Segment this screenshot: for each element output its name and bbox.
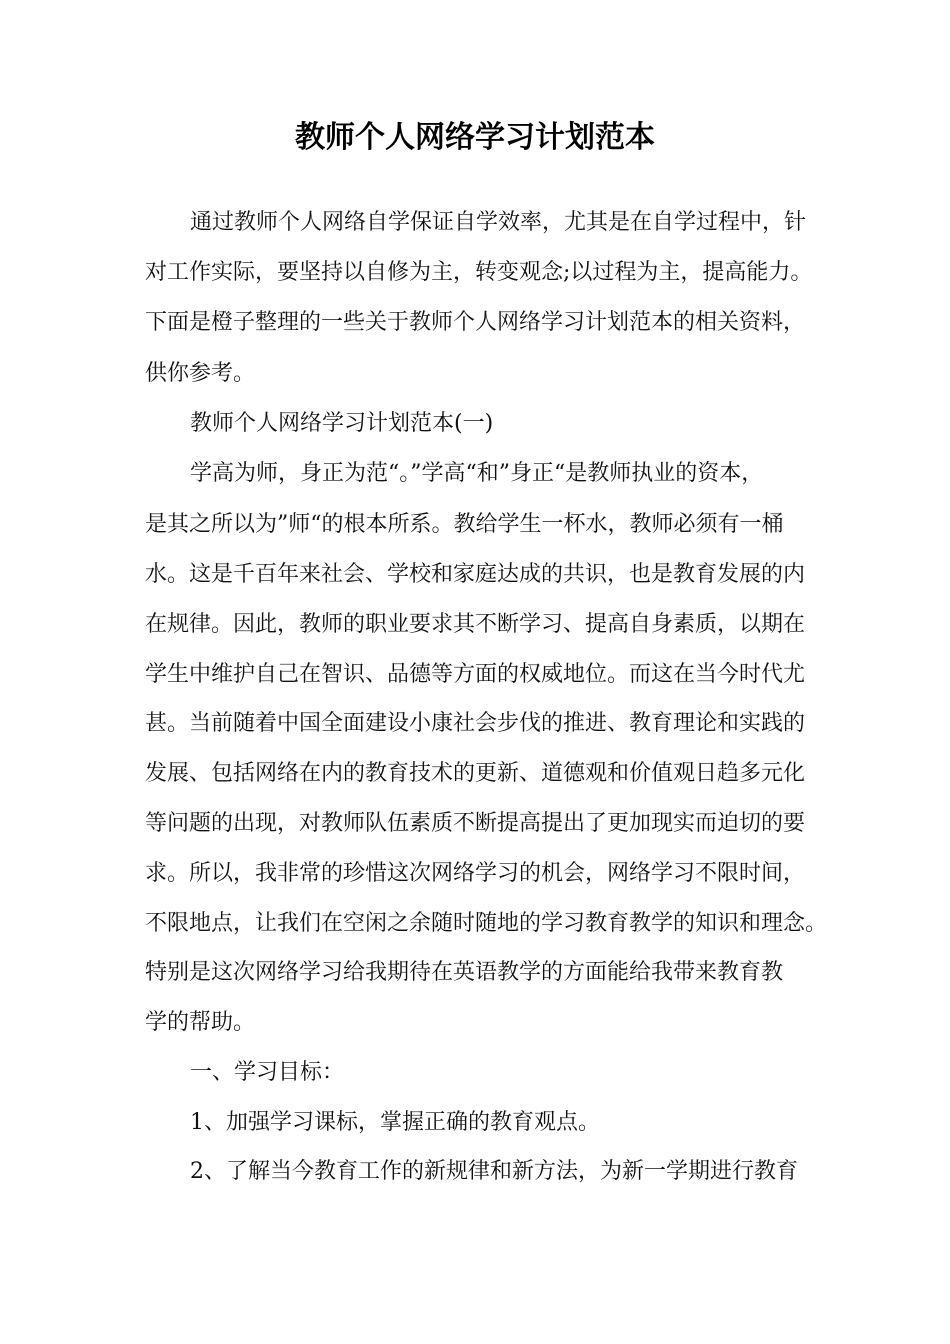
paragraph-line: 是其之所以为”师“的根本所系。教给学生一杯水，教师必须有一桶 [145,512,784,537]
paragraph-line: 求。所以，我非常的珍惜这次网络学习的机会，网络学习不限时间， [145,861,806,886]
paragraph-line: 对工作实际，要坚持以自修为主，转变观念;以过程为主，提高能力。 [145,260,813,285]
document-title: 教师个人网络学习计划范本 [295,120,655,155]
list-item: 2、了解当今教育工作的新规律和新方法，为新一学期进行教育 [190,1159,798,1184]
paragraph-line: 下面是橙子整理的一些关于教师个人网络学习计划范本的相关资料， [145,310,806,335]
paragraph-line: 不限地点，让我们在空闲之余随时随地的学习教育教学的知识和理念。 [145,911,828,936]
paragraph-line: 甚。当前随着中国全面建设小康社会步伐的推进、教育理论和实践的 [145,711,806,736]
paragraph-line: 特别是这次网络学习给我期待在英语教学的方面能给我带来教育教 [145,960,784,985]
section-heading: 教师个人网络学习计划范本(一) [190,411,494,436]
paragraph-line: 供你参考。 [145,361,256,386]
paragraph-line: 等问题的出现，对教师队伍素质不断提高提出了更加现实而迫切的要 [145,811,806,836]
paragraph-line: 学的帮助。 [145,1010,256,1035]
paragraph-line: 发展、包括网络在内的教育技术的更新、道德观和价值观日趋多元化 [145,761,806,786]
section-heading: 一、学习目标： [190,1060,345,1085]
paragraph-line: 学生中维护自己在智识、品德等方面的权威地位。而这在当今时代尤 [145,662,806,687]
list-item: 1、加强学习课标，掌握正确的教育观点。 [190,1110,600,1135]
paragraph-line: 学高为师，身正为范“。”学高“和”身正“是教师执业的资本， [190,461,764,486]
paragraph-line: 通过教师个人网络自学保证自学效率，尤其是在自学过程中，针 [190,210,807,235]
paragraph-line: 在规律。因此，教师的职业要求其不断学习、提高自身素质，以期在 [145,612,806,637]
paragraph-line: 水。这是千百年来社会、学校和家庭达成的共识，也是教育发展的内 [145,562,806,587]
